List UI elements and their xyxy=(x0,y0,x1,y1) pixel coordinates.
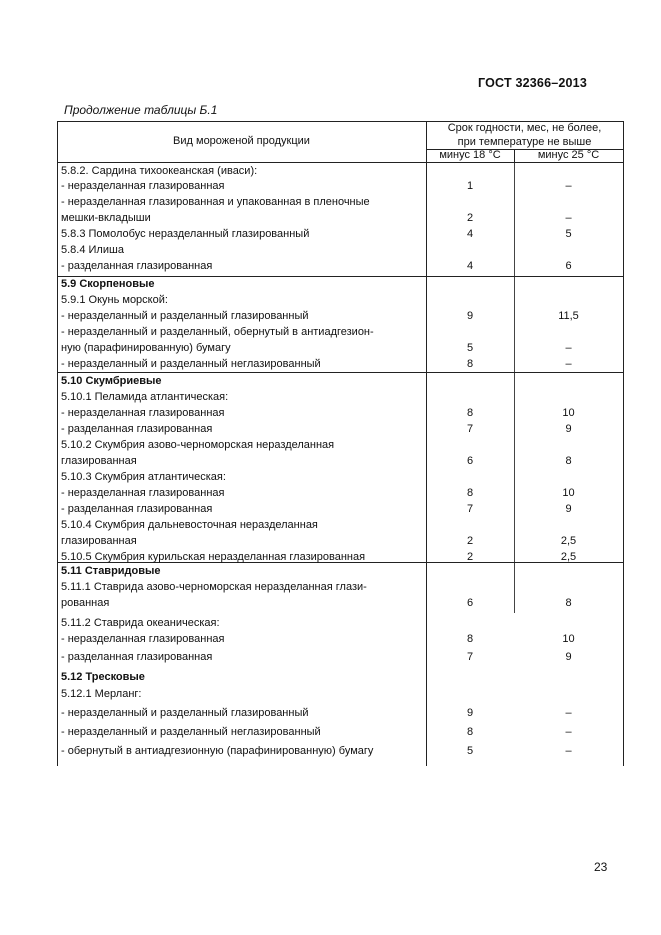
table-row xyxy=(57,373,623,389)
table-row xyxy=(57,226,623,242)
shelf-life-minus-18: 8 xyxy=(466,726,474,738)
header-product: Вид мороженой продукции xyxy=(173,135,310,147)
shelf-life-minus-25: – xyxy=(565,342,572,354)
table-row xyxy=(57,686,623,702)
table-row xyxy=(57,178,623,194)
product-name: 5.12.1 Мерланг: xyxy=(61,688,142,700)
shelf-life-minus-25: – xyxy=(565,212,572,224)
table-row xyxy=(57,324,623,340)
shelf-life-minus-25: 2,5 xyxy=(560,535,577,547)
product-name: рованная xyxy=(61,597,110,609)
shelf-life-minus-25: – xyxy=(565,180,572,192)
section-heading: 5.10 Скумбриевые xyxy=(61,375,162,387)
product-name: 5.10.1 Пеламида атлантическая: xyxy=(61,391,229,403)
table-row xyxy=(57,292,623,308)
product-name: - неразделанная глазированная xyxy=(61,633,225,645)
shelf-life-minus-18: 8 xyxy=(466,407,474,419)
shelf-life-minus-25: – xyxy=(565,726,572,738)
table-row xyxy=(57,615,623,631)
shelf-life-minus-18: 8 xyxy=(466,633,474,645)
product-name: глазированная xyxy=(61,455,137,467)
product-name: - неразделанный и разделанный, обернутый в антиадгезион- xyxy=(61,326,374,338)
product-name: 5.9.1 Окунь морской: xyxy=(61,294,168,306)
shelf-life-minus-25: 8 xyxy=(565,597,572,609)
table-row xyxy=(57,258,623,274)
product-name: - неразделанный и разделанный неглазированный xyxy=(61,726,321,738)
table-row xyxy=(57,631,623,647)
product-name: - разделанная глазированная xyxy=(61,503,213,515)
table-row xyxy=(57,579,623,595)
shelf-life-minus-18: 7 xyxy=(466,503,474,515)
table-row xyxy=(57,194,623,210)
shelf-life-minus-18: 2 xyxy=(466,551,474,563)
table-row xyxy=(57,389,623,405)
product-name: - неразделанная глазированная xyxy=(61,180,225,192)
shelf-life-minus-25: – xyxy=(565,358,572,370)
table-caption: Продолжение таблицы Б.1 xyxy=(64,103,218,117)
shelf-life-minus-18: 4 xyxy=(466,228,474,240)
product-name: глазированная xyxy=(61,535,137,547)
section-heading: 5.9 Скорпеновые xyxy=(61,278,155,290)
shelf-life-minus-18: 6 xyxy=(466,455,474,467)
table-border-right xyxy=(623,121,624,766)
product-name: - неразделанная глазированная xyxy=(61,407,225,419)
shelf-life-minus-18: 2 xyxy=(466,535,474,547)
table-row xyxy=(57,308,623,324)
shelf-life-minus-18: 7 xyxy=(466,423,474,435)
shelf-life-minus-25: 9 xyxy=(565,503,572,515)
product-name: 5.10.3 Скумбрия атлантическая: xyxy=(61,471,226,483)
product-name: 5.8.3 Помолобус неразделанный глазированный xyxy=(61,228,310,240)
header-temp-minus-25: минус 25 °С xyxy=(537,149,600,161)
shelf-life-minus-25: 9 xyxy=(565,651,572,663)
table-row xyxy=(57,210,623,226)
shelf-life-minus-18: 4 xyxy=(466,260,474,272)
table-row xyxy=(57,649,623,665)
product-name: - неразделанная глазированная и упакованная в пленочные xyxy=(61,196,370,208)
header-temp-minus-18: минус 18 °С xyxy=(439,149,501,161)
shelf-life-minus-18: 6 xyxy=(466,597,474,609)
page-number: 23 xyxy=(594,860,608,874)
product-name: - обернутый в антиадгезионную (парафинированную) бумагу xyxy=(61,745,374,757)
table-row xyxy=(57,517,623,533)
product-name: - разделанная глазированная xyxy=(61,260,213,272)
shelf-life-minus-18: 8 xyxy=(466,358,474,370)
shelf-life-minus-25: 10 xyxy=(562,633,575,645)
product-name: 5.8.4 Илиша xyxy=(61,244,124,256)
shelf-life-minus-25: 10 xyxy=(562,407,575,419)
table-row xyxy=(57,163,623,179)
table-row xyxy=(57,421,623,437)
table-row xyxy=(57,501,623,517)
product-name: 5.10.5 Скумбрия курильская неразделанная глазированная xyxy=(61,551,366,563)
product-name: 5.10.2 Скумбрия азово-черноморская неразделанная xyxy=(61,439,335,451)
table-row xyxy=(57,724,623,740)
document-code: ГОСТ 32366–2013 xyxy=(478,76,587,90)
table-row xyxy=(57,437,623,453)
table-row xyxy=(57,340,623,356)
shelf-life-minus-18: 5 xyxy=(466,342,474,354)
shelf-life-minus-25: 9 xyxy=(565,423,572,435)
product-name: ную (парафинированную) бумагу xyxy=(61,342,231,354)
table-row xyxy=(57,242,623,258)
shelf-life-minus-18: 9 xyxy=(466,310,474,322)
table-row xyxy=(57,276,623,292)
product-name: мешки-вкладыши xyxy=(61,212,151,224)
shelf-life-minus-18: 5 xyxy=(466,745,474,757)
shelf-life-table xyxy=(57,121,623,766)
header-shelf-life-2: при температуре не выше xyxy=(457,136,592,148)
table-row xyxy=(57,469,623,485)
shelf-life-minus-25: 6 xyxy=(565,260,572,272)
table-row xyxy=(57,533,623,549)
shelf-life-minus-25: 8 xyxy=(565,455,572,467)
table-row xyxy=(57,453,623,469)
table-row xyxy=(57,405,623,421)
table-row xyxy=(57,669,623,685)
header-shelf-life: Срок годности, мес, не более, xyxy=(447,122,602,134)
table-row xyxy=(57,563,623,579)
product-name: 5.11.2 Ставрида океаническая: xyxy=(61,617,220,629)
shelf-life-minus-25: – xyxy=(565,745,572,757)
product-name: - неразделанная глазированная xyxy=(61,487,225,499)
shelf-life-minus-25: 2,5 xyxy=(560,551,577,563)
product-name: - разделанная глазированная xyxy=(61,651,213,663)
shelf-life-minus-18: 8 xyxy=(466,487,474,499)
section-heading: 5.12 Тресковые xyxy=(61,671,145,683)
table-row xyxy=(57,595,623,611)
product-name: - неразделанный и разделанный неглазированный xyxy=(61,358,321,370)
shelf-life-minus-18: 1 xyxy=(466,180,474,192)
product-name: 5.10.4 Скумбрия дальневосточная неразделанная xyxy=(61,519,318,531)
product-name: 5.11.1 Ставрида азово-черноморская неразделанная глази- xyxy=(61,581,367,593)
table-row xyxy=(57,743,623,759)
table-row xyxy=(57,485,623,501)
shelf-life-minus-18: 9 xyxy=(466,707,474,719)
shelf-life-minus-25: – xyxy=(565,707,572,719)
shelf-life-minus-25: 5 xyxy=(565,228,572,240)
product-name: - разделанная глазированная xyxy=(61,423,213,435)
product-name: - неразделанный и разделанный глазированный xyxy=(61,707,309,719)
shelf-life-minus-25: 10 xyxy=(562,487,575,499)
section-heading: 5.11 Ставридовые xyxy=(61,565,161,577)
table-row xyxy=(57,356,623,372)
table-row xyxy=(57,705,623,721)
shelf-life-minus-18: 7 xyxy=(466,651,474,663)
shelf-life-minus-25: 11,5 xyxy=(558,310,579,322)
shelf-life-minus-18: 2 xyxy=(466,212,474,224)
product-name: 5.8.2. Сардина тихоокеанская (иваси): xyxy=(61,165,258,177)
product-name: - неразделанный и разделанный глазированный xyxy=(61,310,309,322)
